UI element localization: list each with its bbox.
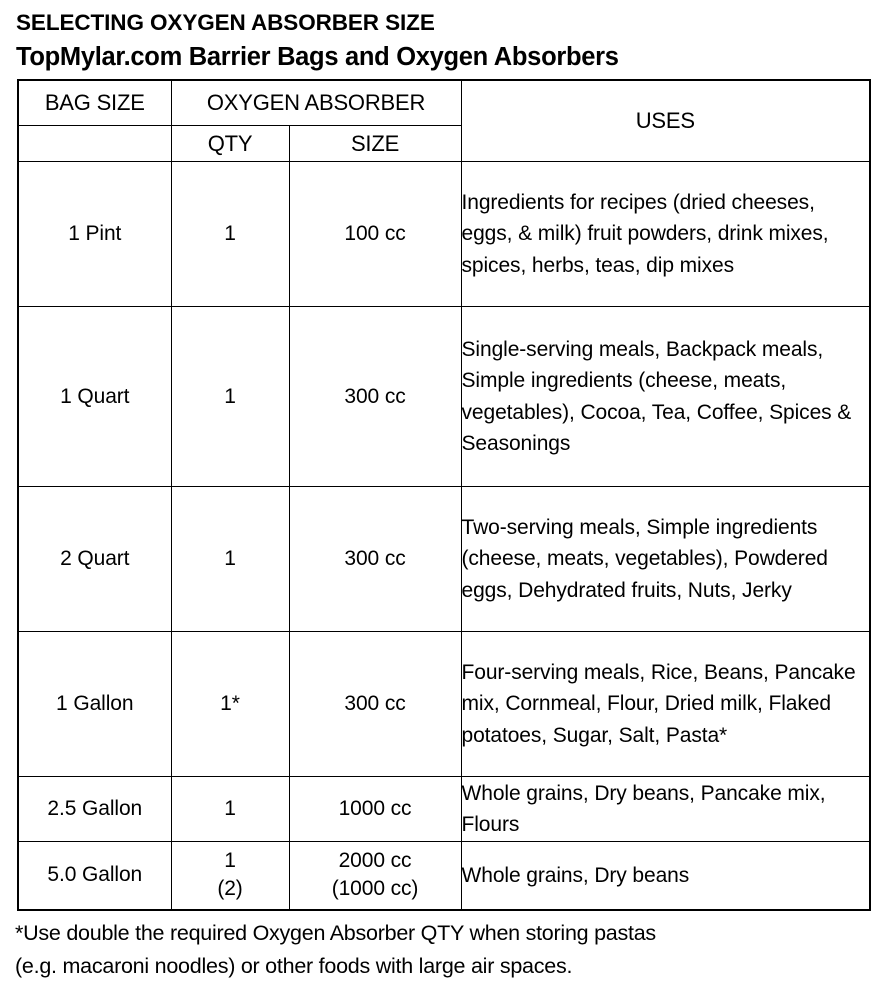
column-header-size: SIZE	[289, 126, 461, 162]
header-row-primary	[18, 80, 870, 126]
cell-qty: 1	[171, 777, 289, 842]
cell-qty: 1	[171, 162, 289, 307]
table-row	[18, 777, 870, 842]
cell-uses: Four-serving meals, Rice, Beans, Pancake mix, Cornmeal, Flour, Dried milk, Flaked potatoes, Sugar, Salt, Pasta*	[461, 632, 870, 777]
cell-uses: Whole grains, Dry beans, Pancake mix, Flours	[461, 777, 870, 842]
cell-size: 300 cc	[289, 487, 461, 632]
cell-bag-size: 1 Gallon	[18, 632, 171, 777]
cell-size-stacked	[289, 842, 461, 910]
page-subtitle: TopMylar.com Barrier Bags and Oxygen Absorbers	[16, 43, 619, 71]
oxygen-absorber-table	[17, 79, 871, 911]
cell-bag-size: 2 Quart	[18, 487, 171, 632]
cell-uses: Single-serving meals, Backpack meals, Simple ingredients (cheese, meats, vegetables), Cocoa, Tea, Coffee, Spices & Seasonings	[461, 307, 870, 487]
cell-size: 100 cc	[289, 162, 461, 307]
table-row	[18, 487, 870, 632]
cell-qty: 1*	[171, 632, 289, 777]
table-row	[18, 632, 870, 777]
cell-bag-size: 5.0 Gallon	[18, 842, 171, 910]
cell-uses: Whole grains, Dry beans	[461, 842, 870, 910]
column-header-bag-size-spacer	[18, 126, 171, 162]
title-block	[0, 0, 874, 74]
cell-bag-size: 1 Quart	[18, 307, 171, 487]
cell-qty: 1	[171, 487, 289, 632]
column-header-bag-size: BAG SIZE	[18, 80, 171, 126]
cell-size: 300 cc	[289, 307, 461, 487]
cell-qty-alternate: (2)	[217, 877, 243, 901]
column-header-uses: USES	[461, 80, 870, 162]
table-row	[18, 162, 870, 307]
cell-size-primary: 2000 cc	[338, 849, 412, 873]
cell-qty: 1	[171, 307, 289, 487]
cell-bag-size: 1 Pint	[18, 162, 171, 307]
cell-uses: Ingredients for recipes (dried cheeses, eggs, & milk) fruit powders, drink mixes, spices, herbs, teas, dip mixes	[461, 162, 870, 307]
column-header-oxygen-absorber: OXYGEN ABSORBER	[171, 80, 461, 126]
cell-size: 1000 cc	[289, 777, 461, 842]
footnote: *Use double the required Oxygen Absorber QTY when storing pastas (e.g. macaroni noodles) or other foods with large air spaces.	[15, 920, 656, 978]
cell-uses: Two-serving meals, Simple ingredients (cheese, meats, vegetables), Powdered eggs, Dehydrated fruits, Nuts, Jerky	[461, 487, 870, 632]
table-body	[18, 162, 870, 910]
column-header-qty: QTY	[171, 126, 289, 162]
cell-qty-primary: 1	[224, 849, 236, 873]
table-row	[18, 842, 870, 910]
table-row	[18, 307, 870, 487]
spec-table-container	[17, 79, 869, 911]
cell-size: 300 cc	[289, 632, 461, 777]
table-head	[18, 80, 870, 162]
cell-bag-size: 2.5 Gallon	[18, 777, 171, 842]
cell-size-alternate: (1000 cc)	[331, 877, 419, 901]
page-title: SELECTING OXYGEN ABSORBER SIZE	[16, 10, 435, 35]
cell-qty-stacked	[171, 842, 289, 910]
